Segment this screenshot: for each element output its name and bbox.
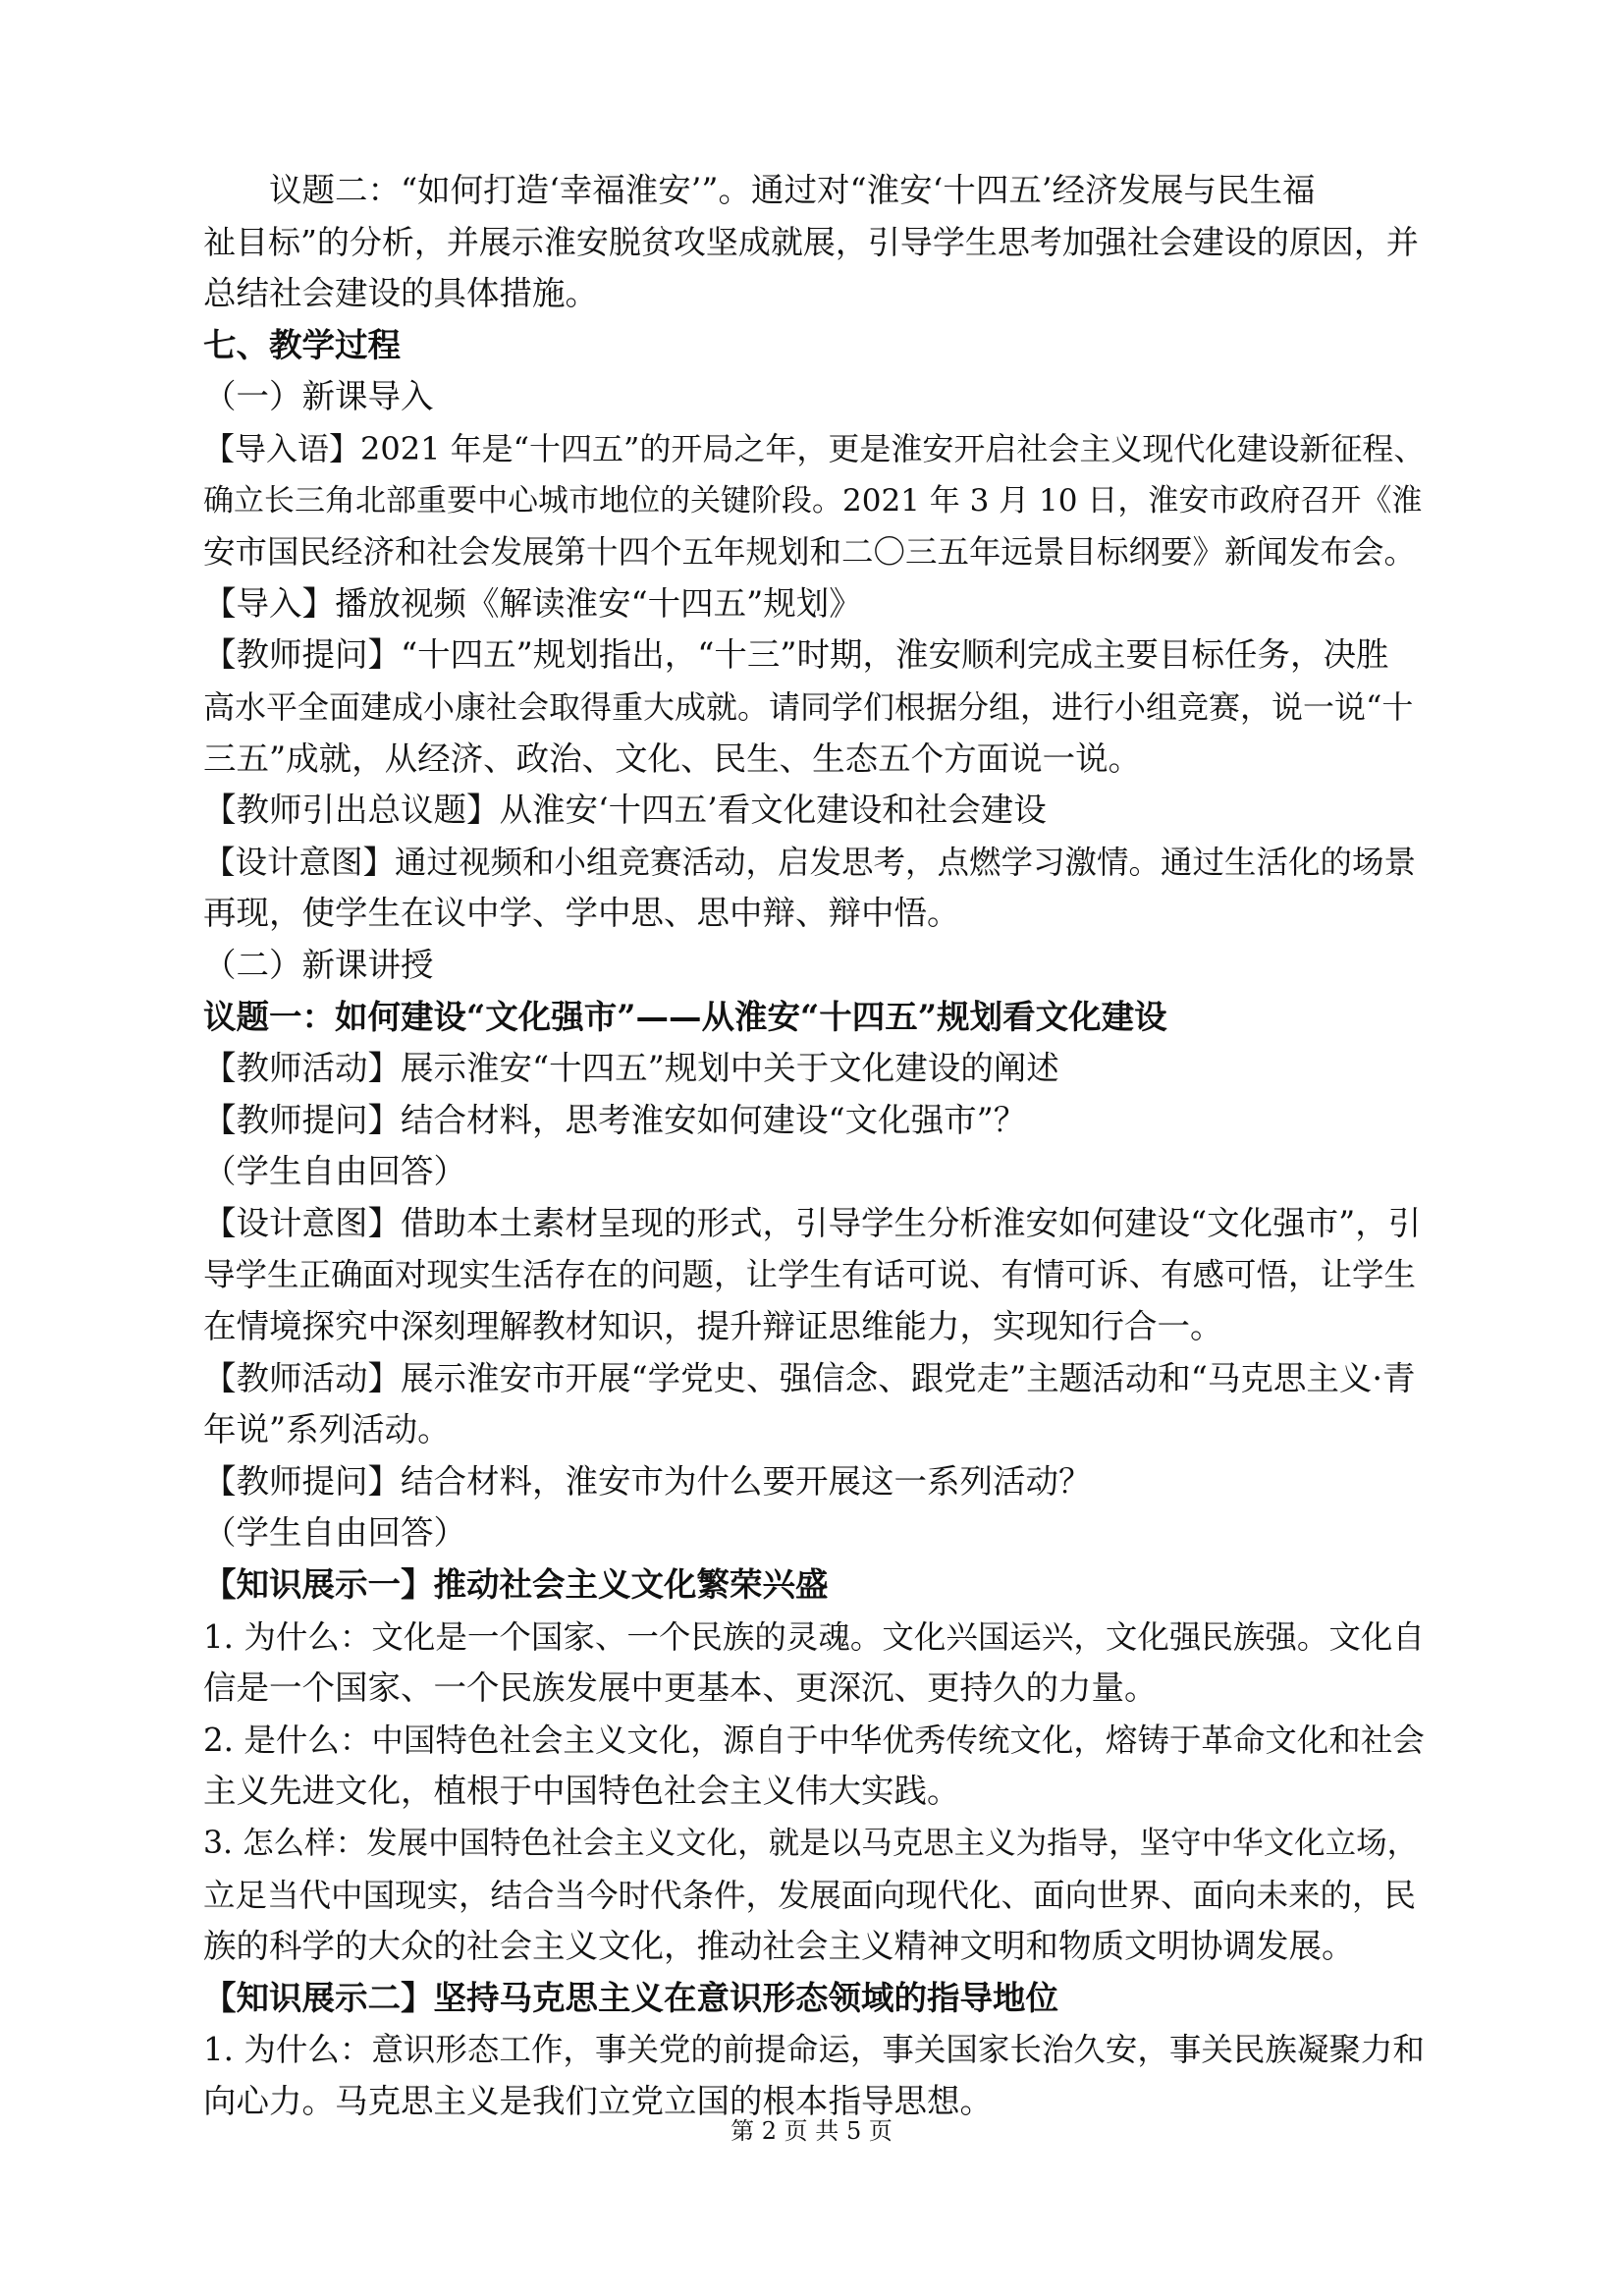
paragraph-line: 向心力。马克思主义是我们立党立国的根本指导思想。 xyxy=(203,2081,993,2120)
paragraph-line: 【导入语】2021 年是“十四五”的开局之年，更是淮安开启社会主义现代化建设新征程、 xyxy=(203,429,1426,467)
document-body xyxy=(203,165,1431,2128)
paragraph-line: 1. 为什么：意识形态工作，事关党的前提命运，事关国家长治久安，事关民族凝聚力和 xyxy=(203,2031,1425,2069)
paragraph-line: 1. 为什么：文化是一个国家、一个民族的灵魂。文化兴国运兴，文化强民族强。文化自 xyxy=(203,1617,1425,1656)
paragraph-line: 【教师活动】展示淮安市开展“学党史、强信念、跟党走”主题活动和“马克思主义·青 xyxy=(203,1358,1416,1397)
paragraph-line: 【教师提问】“十四五”规划指出，“十三”时期，淮安顺利完成主要目标任务，决胜 xyxy=(203,635,1389,675)
paragraph-line: 议题二：“如何打造‘幸福淮安’”。通过对“淮安‘十四五’经济发展与民生福 xyxy=(269,171,1316,209)
paragraph-line: 年说”系列活动。 xyxy=(203,1410,451,1449)
paragraph-line: 【教师活动】展示淮安“十四五”规划中关于文化建设的阐述 xyxy=(203,1049,1059,1088)
paragraph-line: 在情境探究中深刻理解教材知识，提升辩证思维能力，实现知行合一。 xyxy=(203,1307,1223,1346)
paragraph-line: 再现，使学生在议中学、学中思、思中辩、辩中悟。 xyxy=(203,894,960,933)
paragraph-line: 信是一个国家、一个民族发展中更基本、更深沉、更持久的力量。 xyxy=(203,1668,1158,1708)
paragraph-line: 【设计意图】通过视频和小组竞赛活动，启发思考，点燃学习激情。通过生活化的场景 xyxy=(203,843,1417,881)
paragraph-line: 三五”成就，从经济、政治、文化、民生、生态五个方面说一说。 xyxy=(203,738,1142,778)
paragraph-line: 【设计意图】借助本土素材呈现的形式，引导学生分析淮安如何建设“文化强市”，引 xyxy=(203,1203,1422,1242)
paragraph-line: 立足当代中国现实，结合当今时代条件，发展面向现代化、面向世界、面向未来的，民 xyxy=(203,1876,1417,1914)
paragraph-line: 2. 是什么：中国特色社会主义文化，源自于中华优秀传统文化，熔铸于革命文化和社会 xyxy=(203,1721,1425,1759)
paragraph-line: 3. 怎么样：发展中国特色社会主义文化，就是以马克思主义为指导，坚守中华文化立场， xyxy=(203,1826,1419,1861)
paragraph-line: 【教师引出总议题】从淮安‘十四五’看文化建设和社会建设 xyxy=(203,791,1047,830)
paragraph-line: 主义先进文化，植根于中国特色社会主义伟大实践。 xyxy=(203,1772,960,1811)
subsection-heading: （一）新课导入 xyxy=(203,377,434,416)
paragraph-line: 总结社会建设的具体措施。 xyxy=(203,274,598,313)
paragraph-line: 【导入】播放视频《解读淮安“十四五”规划》 xyxy=(203,583,862,623)
knowledge-heading: 【知识展示二】坚持马克思主义在意识形态领域的指导地位 xyxy=(203,1978,1058,2017)
section-heading: 七、教学过程 xyxy=(203,325,401,364)
paragraph-line: 高水平全面建成小康社会取得重大成就。请同学们根据分组，进行小组竞赛，说一说“十 xyxy=(203,687,1414,726)
paragraph-line: 确立长三角北部重要中心城市地位的关键阶段。2021 年 3 月 10 日，淮安市政府召开《淮 xyxy=(203,482,1423,519)
paragraph-line: （学生自由回答） xyxy=(203,1152,466,1191)
knowledge-heading: 【知识展示一】推动社会主义文化繁荣兴盛 xyxy=(203,1565,829,1605)
subsection-heading: （二）新课讲授 xyxy=(203,945,434,984)
page-footer: 第 2 页 共 5 页 xyxy=(730,2117,893,2145)
paragraph-line: 祉目标”的分析，并展示淮安脱贫攻坚成就展，引导学生思考加强社会建设的原因，并 xyxy=(203,222,1419,261)
topic-heading: 议题一：如何建设“文化强市”——从淮安“十四五”规划看文化建设 xyxy=(203,997,1167,1036)
paragraph-line: 【教师提问】结合材料，淮安市为什么要开展这一系列活动？ xyxy=(203,1461,1092,1501)
paragraph-line: 安市国民经济和社会发展第十四个五年规划和二〇三五年远景目标纲要》新闻发布会。 xyxy=(203,533,1417,572)
paragraph-line: （学生自由回答） xyxy=(203,1513,466,1553)
paragraph-line: 【教师提问】结合材料，思考淮安如何建设“文化强市”？ xyxy=(203,1100,1027,1139)
paragraph-line: 导学生正确面对现实生活存在的问题，让学生有话可说、有情可诉、有感可悟，让学生 xyxy=(203,1256,1417,1294)
paragraph-line: 族的科学的大众的社会主义文化，推动社会主义精神文明和物质文明协调发展。 xyxy=(203,1927,1355,1966)
